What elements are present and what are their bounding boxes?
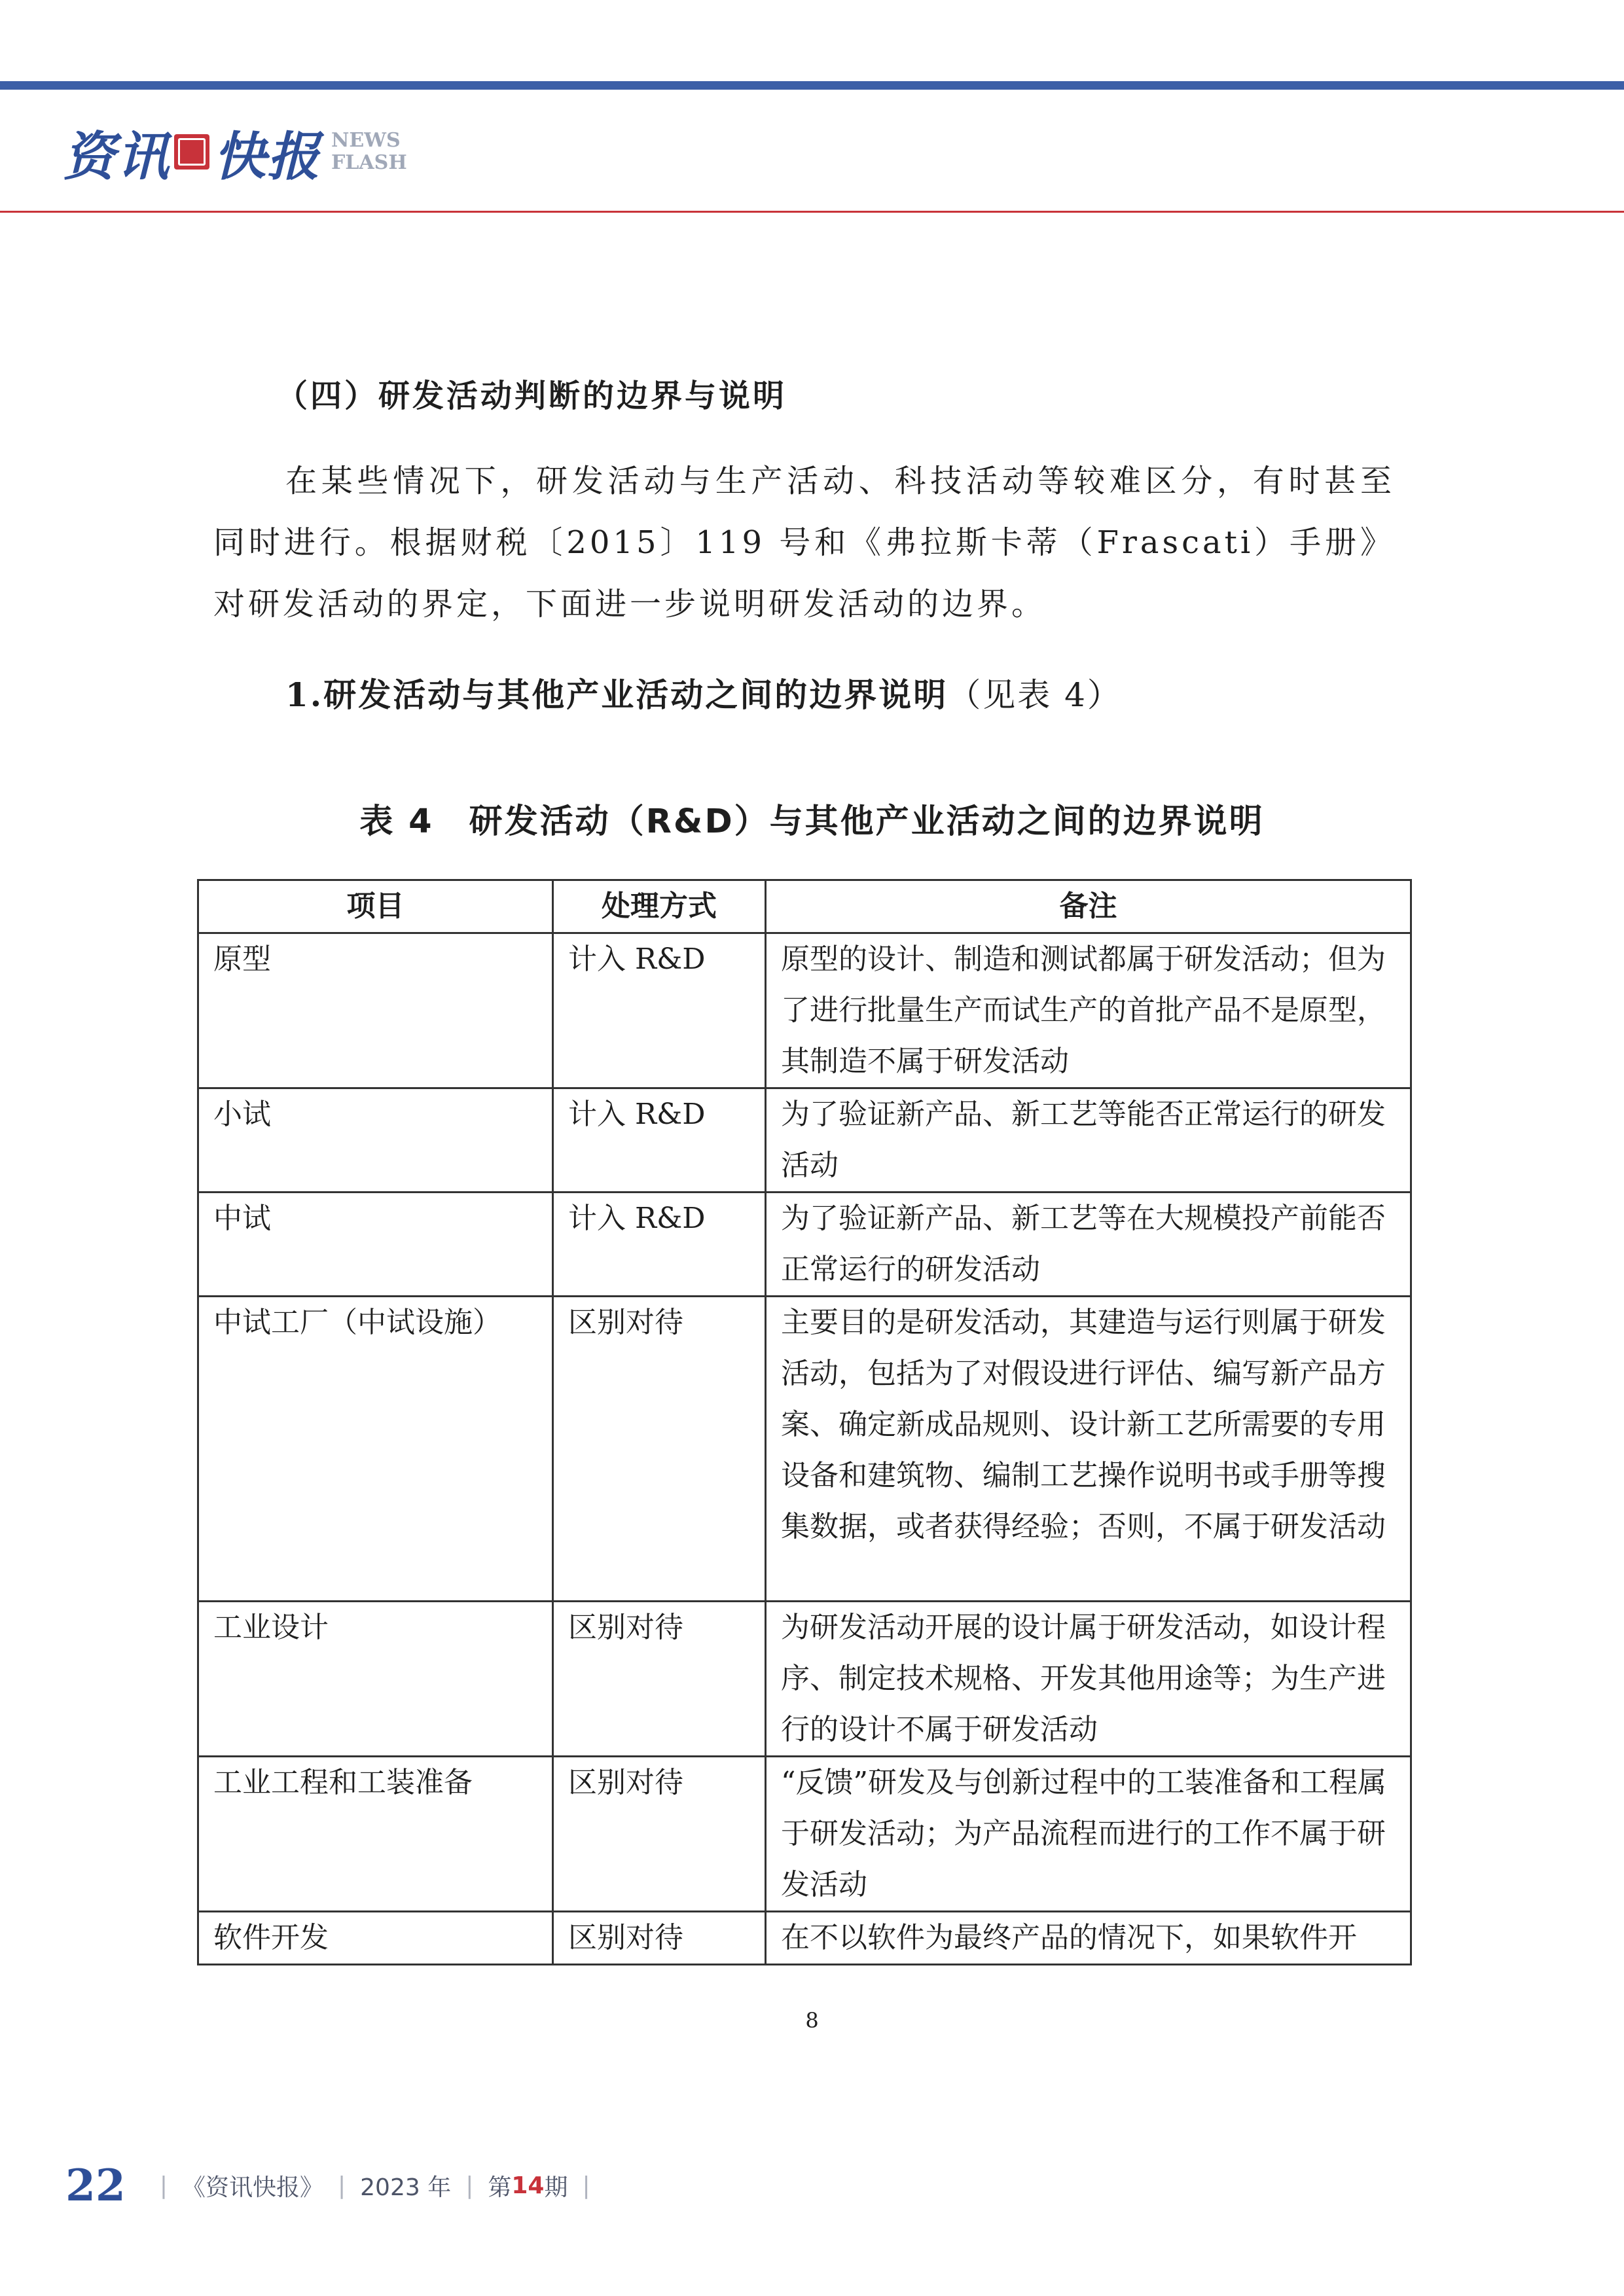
cell-item: 工业设计 <box>198 1602 553 1757</box>
cell-note: “反馈”研发及与创新过程中的工装准备和工程属于研发活动；为产品流程而进行的工作不属于研发活动 <box>766 1757 1411 1912</box>
table-row <box>198 1193 1411 1297</box>
logo-text-right: 快报 <box>213 126 321 187</box>
table-row <box>198 1297 1411 1602</box>
footer-page-number: 22 <box>65 2160 126 2211</box>
header-rule <box>0 211 1624 213</box>
subheading-bold: 1.研发活动与其他产业活动之间的边界说明 <box>285 675 948 714</box>
footer-magazine-name: 《资讯快报》 <box>182 2174 324 2201</box>
cell-note: 为了验证新产品、新工艺等在大规模投产前能否正常运行的研发活动 <box>766 1193 1411 1297</box>
table-header-row <box>198 880 1411 933</box>
footer-issue-suffix: 期 <box>544 2174 568 2201</box>
header-top-band <box>0 81 1624 90</box>
section-title: （四）研发活动判断的边界与说明 <box>276 378 787 414</box>
footer-divider: | <box>159 2172 168 2199</box>
col-header-item: 项目 <box>198 880 553 933</box>
cell-note: 为研发活动开展的设计属于研发活动，如设计程序、制定技术规格、开发其他用途等；为生产进行的设计不属于研发活动 <box>766 1602 1411 1757</box>
cell-note: 原型的设计、制造和测试都属于研发活动；但为了进行批量生产而试生产的首批产品不是原型，其制造不属于研发活动 <box>766 933 1411 1088</box>
footer-issue-prefix: 第 <box>488 2174 512 2201</box>
table-row <box>198 1088 1411 1193</box>
col-header-method: 处理方式 <box>553 880 766 933</box>
cell-method: 区别对待 <box>553 1602 766 1757</box>
inner-page-number: 8 <box>805 2008 819 2033</box>
cell-method: 区别对待 <box>553 1757 766 1912</box>
cell-item: 中试 <box>198 1193 553 1297</box>
footer-year: 2023 年 <box>360 2174 452 2201</box>
footer-divider: | <box>582 2172 590 2199</box>
table-row <box>198 1757 1411 1912</box>
cell-method: 计入 R&D <box>553 1193 766 1297</box>
subheading <box>213 669 1467 716</box>
cell-method: 计入 R&D <box>553 1088 766 1193</box>
intro-paragraph: 在某些情况下，研发活动与生产活动、科技活动等较难区分，有时甚至同时进行。根据财税〔2015〕119 号和《弗拉斯卡蒂（Frascati）手册》对研发活动的界定，下面进一步说明研发活动的边界。 <box>213 463 1395 622</box>
footer <box>65 2160 605 2211</box>
logo <box>63 119 407 185</box>
logo-english <box>331 130 407 174</box>
table-row <box>198 1912 1411 1965</box>
subheading-normal: （见表 4） <box>948 676 1122 714</box>
cell-method: 计入 R&D <box>553 933 766 1088</box>
logo-text-left: 资讯 <box>63 126 170 187</box>
cell-method: 区别对待 <box>553 1912 766 1965</box>
table-row <box>198 1602 1411 1757</box>
cell-item: 工业工程和工装准备 <box>198 1757 553 1912</box>
logo-seal-icon <box>174 134 209 170</box>
logo-en-line2: FLASH <box>331 151 407 174</box>
cell-note: 主要目的是研发活动，其建造与运行则属于研发活动，包括为了对假设进行评估、编写新产品方案、确定新成品规则、设计新工艺所需要的专用设备和建筑物、编制工艺操作说明书或手册等搜集数据，或者获得经验；否则，不属于研发活动 <box>766 1297 1411 1602</box>
cell-note: 在不以软件为最终产品的情况下，如果软件开 <box>766 1912 1411 1965</box>
table-title: 表 4 研发活动（R&D）与其他产业活动之间的边界说明 <box>359 802 1265 841</box>
cell-item: 原型 <box>198 933 553 1088</box>
logo-en-line1: NEWS <box>331 129 401 152</box>
table-row <box>198 933 1411 1088</box>
cell-method: 区别对待 <box>553 1297 766 1602</box>
cell-item: 软件开发 <box>198 1912 553 1965</box>
col-header-note: 备注 <box>766 880 1411 933</box>
cell-item: 中试工厂（中试设施） <box>198 1297 553 1602</box>
cell-item: 小试 <box>198 1088 553 1193</box>
footer-divider: | <box>465 2172 474 2199</box>
cell-note: 为了验证新产品、新工艺等能否正常运行的研发活动 <box>766 1088 1411 1193</box>
footer-divider: | <box>338 2172 346 2199</box>
boundary-table <box>197 879 1412 1965</box>
footer-issue-number: 14 <box>511 2172 545 2199</box>
